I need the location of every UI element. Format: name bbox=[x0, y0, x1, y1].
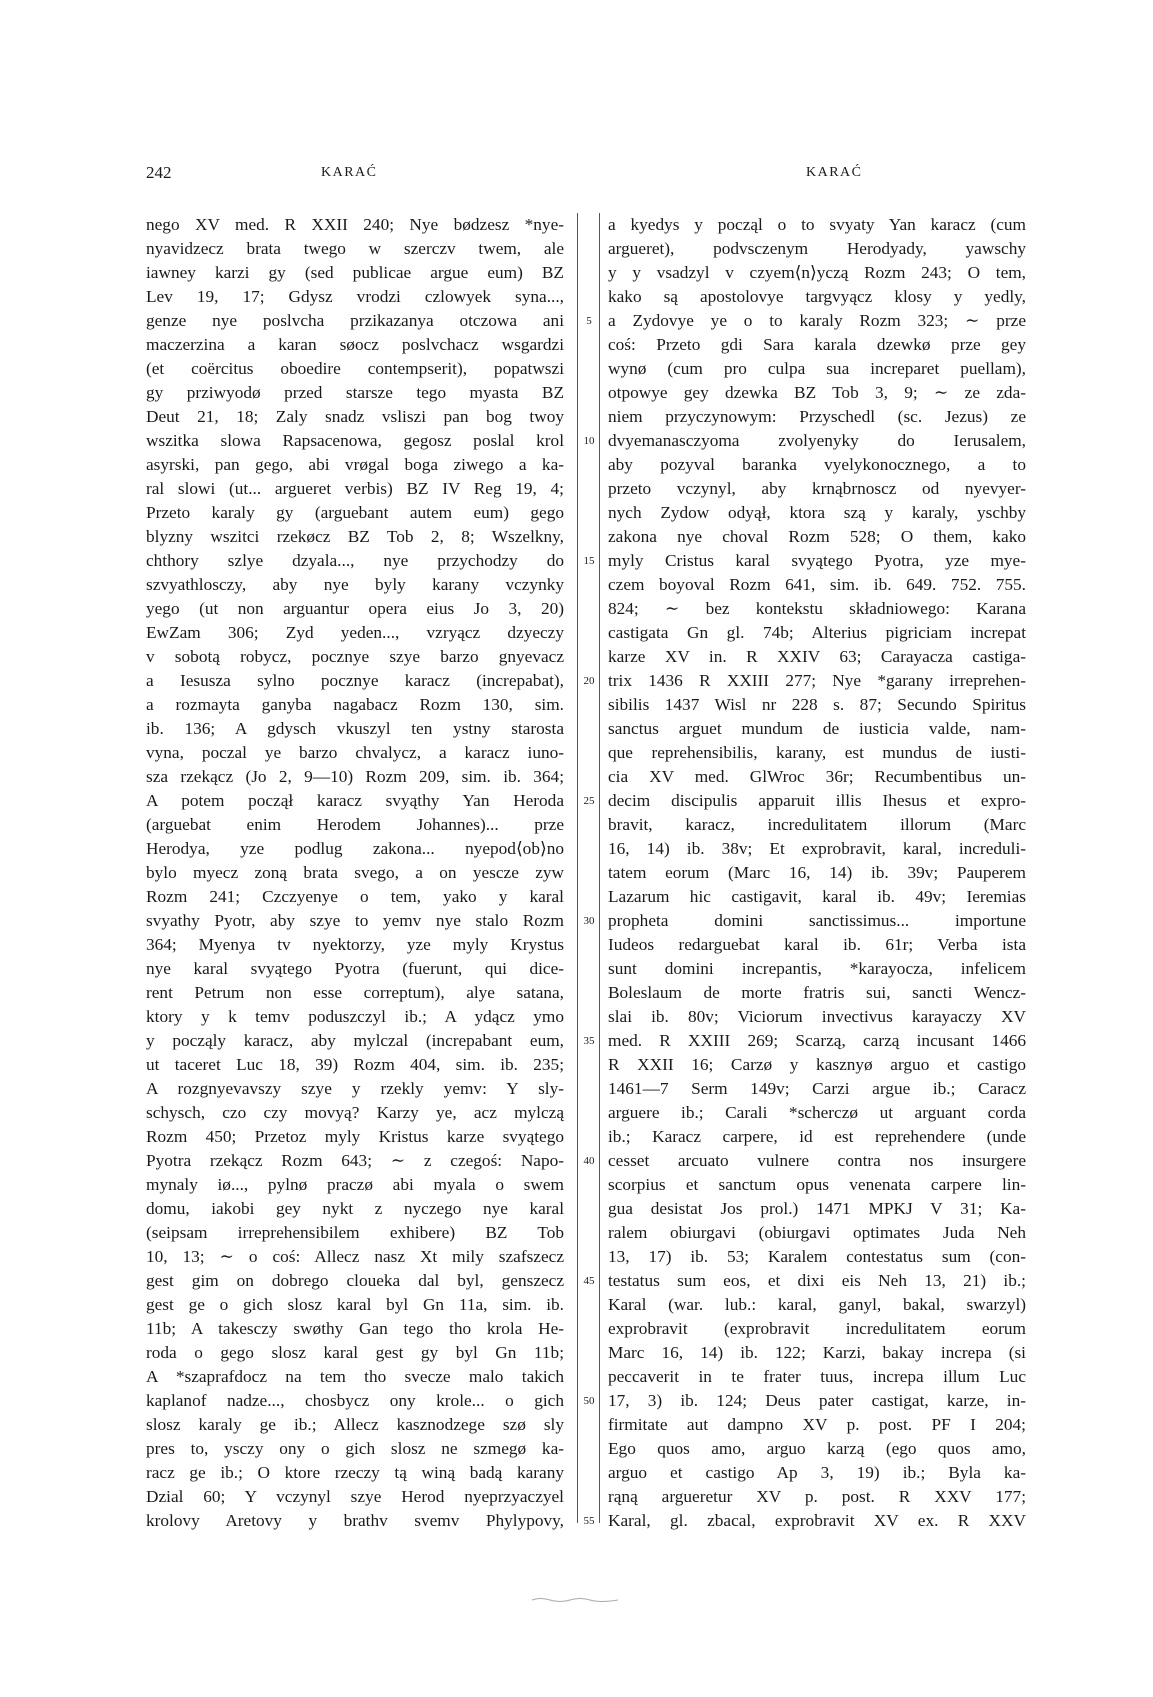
left-column-line: asyrski, pan gego, abi vrøgal boga ziwego a ka- bbox=[146, 455, 564, 474]
right-column-line: exprobravit (exprobravit incredulitatem eorum bbox=[608, 1319, 1026, 1338]
right-column-line: scorpius et sanctum opus venenata carpere lin- bbox=[608, 1175, 1026, 1194]
right-column-line: a kyedys y począl o to svyaty Yan karacz (cum bbox=[608, 215, 1026, 234]
right-column-line: Karal, gl. zbacal, exprobravit XV ex. R XXV bbox=[608, 1511, 1026, 1530]
left-column-line: ut taceret Luc 18, 39) Rozm 404, sim. ib. 235; bbox=[146, 1055, 564, 1074]
right-column-line: argueret), podvsczenym Herodyady, yawschy bbox=[608, 239, 1026, 258]
page-number: 242 bbox=[146, 163, 172, 182]
line-number: 15 bbox=[583, 555, 595, 567]
line-number: 40 bbox=[583, 1155, 595, 1167]
left-column-line: pres to, ysczy ony o gich slosz ne szmegø ka- bbox=[146, 1439, 564, 1458]
left-column-line: ib. 136; A gdysch vkuszyl ten ystny starosta bbox=[146, 719, 564, 738]
page-header bbox=[146, 163, 1026, 189]
left-column bbox=[146, 213, 564, 1533]
left-column-line: Dzial 60; Y vczynyl szye Herod nyeprzyaczyel bbox=[146, 1487, 564, 1506]
left-column-line: A *szaprafdocz na tem tho svecze malo takich bbox=[146, 1367, 564, 1386]
right-column-line: 1461—7 Serm 149v; Carzi argue ib.; Caracz bbox=[608, 1079, 1026, 1098]
left-column-line: (seipsam irreprehensibilem exhibere) BZ Tob bbox=[146, 1223, 564, 1242]
left-column-line: domu, iakobi gey nykt z nyczego nye karal bbox=[146, 1199, 564, 1218]
right-column-line: peccaverit in te frater tuus, increpa illum Luc bbox=[608, 1367, 1026, 1386]
right-column-line: gua desistat Jos prol.) 1471 MPKJ V 31; Ka- bbox=[608, 1199, 1026, 1218]
printer-mark bbox=[530, 1597, 620, 1603]
left-column-line: y począly karacz, aby mylczal (increpabant eum, bbox=[146, 1031, 564, 1050]
left-column-line: (arguebat enim Herodem Johannes)... prze bbox=[146, 815, 564, 834]
line-number: 25 bbox=[583, 795, 595, 807]
right-column-line: arguere ib.; Carali *scherczø ut arguant corda bbox=[608, 1103, 1026, 1122]
right-column-line: slai ib. 80v; Viciorum invectivus karayaczy XV bbox=[608, 1007, 1026, 1026]
right-column-line: coś: Przeto gdi Sara karala dzewkø prze gey bbox=[608, 335, 1026, 354]
left-column-line: kaplanof nadze..., chosbycz ony krole... o gich bbox=[146, 1391, 564, 1410]
left-column-line: krolovy Aretovy y brathv svemv Phylypovy, bbox=[146, 1511, 564, 1530]
left-column-line: bylo myecz zoną brata svego, a on yescze zyw bbox=[146, 863, 564, 882]
right-column-line: tatem eorum (Marc 16, 14) ib. 39v; Pauperem bbox=[608, 863, 1026, 882]
left-column-line: Herodya, yze podlug zakona... nyepod⟨ob⟩no bbox=[146, 839, 564, 858]
left-column-line: genze nye poslvcha przikazanya otczowa ani bbox=[146, 311, 564, 330]
left-column-line: rent Petrum non esse correptum), alye satana, bbox=[146, 983, 564, 1002]
right-column-line: 17, 3) ib. 124; Deus pater castigat, karze, in- bbox=[608, 1391, 1026, 1410]
left-column-line: chthory szlye dzyala..., nye przychodzy do bbox=[146, 551, 564, 570]
right-column-line: dvyemanasczyoma zvolyenyky do Ierusalem, bbox=[608, 431, 1026, 450]
right-column-line: nych Zydow odyął, ktora szą y karaly, yschby bbox=[608, 503, 1026, 522]
left-column-line: Deut 21, 18; Zaly snadz vsliszi pan bog twoy bbox=[146, 407, 564, 426]
right-column-line: otpowye gey dzewka BZ Tob 3, 9; ∼ ze zda- bbox=[608, 383, 1026, 402]
right-column-line: bravit, karacz, incredulitatem illorum (Marc bbox=[608, 815, 1026, 834]
left-column-line: racz ge ib.; O ktore rzeczy tą winą badą karany bbox=[146, 1463, 564, 1482]
right-column-line: testatus sum eos, et dixi eis Neh 13, 21) ib.; bbox=[608, 1271, 1026, 1290]
left-column-line: maczerzina a karan søocz poslvchacz wsgardzi bbox=[146, 335, 564, 354]
running-headword-right: KARAĆ bbox=[806, 165, 863, 180]
line-number: 20 bbox=[583, 675, 595, 687]
left-column-line: roda o gego slosz karal gest gy byl Gn 11b; bbox=[146, 1343, 564, 1362]
left-column-line: svyathy Pyotr, aby szye to yemv nye stalo Rozm bbox=[146, 911, 564, 930]
right-column-line: cia XV med. GlWroc 36r; Recumbentibus un- bbox=[608, 767, 1026, 786]
left-column-line: gest gim on dobrego cloueka dal byl, genszecz bbox=[146, 1271, 564, 1290]
right-column-line: sanctus arguet mundum de iusticia valde, nam- bbox=[608, 719, 1026, 738]
left-column-line: v sobotą robycz, pocznye szye barzo gnyevacz bbox=[146, 647, 564, 666]
right-column-line: Karal (war. lub.: karal, ganyl, bakal, swarzyl) bbox=[608, 1295, 1026, 1314]
left-column-line: nye karal svyątego Pyotra (fuerunt, qui dice- bbox=[146, 959, 564, 978]
column-divider-right bbox=[599, 213, 600, 1523]
line-number: 50 bbox=[583, 1395, 595, 1407]
right-column-line: Iudeos redarguebat karal ib. 61r; Verba ista bbox=[608, 935, 1026, 954]
left-column-line: mynaly iø..., pylnø praczø abi myala o swem bbox=[146, 1175, 564, 1194]
right-column-line: karze XV in. R XXIV 63; Carayacza castiga- bbox=[608, 647, 1026, 666]
left-column-line: a rozmayta ganyba nagabacz Rozm 130, sim. bbox=[146, 695, 564, 714]
line-number: 55 bbox=[583, 1515, 595, 1527]
right-column-line: med. R XXIII 269; Scarzą, carzą incusant 1466 bbox=[608, 1031, 1026, 1050]
right-column-line: aby pozyval baranka vyelykonocznego, a to bbox=[608, 455, 1026, 474]
left-column-line: 364; Myenya tv nyektorzy, yze myly Krystus bbox=[146, 935, 564, 954]
right-column-line: firmitate aut dampno XV p. post. PF I 204; bbox=[608, 1415, 1026, 1434]
left-column-line: Lev 19, 17; Gdysz vrodzi czlowyek syna..., bbox=[146, 287, 564, 306]
right-column-line: arguo et castigo Ap 3, 19) ib.; Byla ka- bbox=[608, 1463, 1026, 1482]
left-column-line: iawney karzi gy (sed publicae argue eum) BZ bbox=[146, 263, 564, 282]
left-column-line: Rozm 241; Czczyenye o tem, yako y karal bbox=[146, 887, 564, 906]
left-column-line: ral slowi (ut... argueret verbis) BZ IV Reg 19, 4; bbox=[146, 479, 564, 498]
left-column-line: Przeto karaly gy (arguebant autem eum) gego bbox=[146, 503, 564, 522]
left-column-line: A potem począł karacz svyąthy Yan Heroda bbox=[146, 791, 564, 810]
left-column-line: slosz karaly ge ib.; Allecz kasznodzege szø sly bbox=[146, 1415, 564, 1434]
right-column-line: Marc 16, 14) ib. 122; Karzi, bakay increpa (si bbox=[608, 1343, 1026, 1362]
right-column-line: rąną argueretur XV p. post. R XXV 177; bbox=[608, 1487, 1026, 1506]
left-column-line: ktory y k temv poduszczyl ib.; A ydącz ymo bbox=[146, 1007, 564, 1026]
right-column-line: ralem obiurgavi (obiurgavi optimates Juda Neh bbox=[608, 1223, 1026, 1242]
right-column-line: 13, 17) ib. 53; Karalem contestatus sum (con- bbox=[608, 1247, 1026, 1266]
left-column-line: schysch, czo czy movyą? Karzy ye, acz mylczą bbox=[146, 1103, 564, 1122]
left-column-line: 11b; A takesczy swøthy Gan tego tho krola He- bbox=[146, 1319, 564, 1338]
right-column-line: Lazarum hic castigavit, karal ib. 49v; Ieremias bbox=[608, 887, 1026, 906]
left-column-line: a Iesusza sylno pocznye karacz (increpabat), bbox=[146, 671, 564, 690]
line-number: 5 bbox=[586, 315, 592, 327]
right-column-line: cesset arcuato vulnere contra nos insurgere bbox=[608, 1151, 1026, 1170]
left-column-line: yego (ut non arguantur opera eius Jo 3, 20) bbox=[146, 599, 564, 618]
left-column-line: wszitka slowa Rapsacenowa, gegosz poslal krol bbox=[146, 431, 564, 450]
right-column bbox=[608, 213, 1026, 1533]
right-column-line: decim discipulis apparuit illis Ihesus et expro- bbox=[608, 791, 1026, 810]
left-column-line: vyna, poczal ye barzo chvalycz, a karacz iuno- bbox=[146, 743, 564, 762]
left-column-line: A rozgnyevavszy szye y rzekly yemv: Y sly- bbox=[146, 1079, 564, 1098]
column-divider-left bbox=[577, 213, 578, 1523]
right-column-line: wynø (cum pro culpa sua increparet puellam), bbox=[608, 359, 1026, 378]
right-column-line: Ego quos amo, arguo karzą (ego quos amo, bbox=[608, 1439, 1026, 1458]
right-column-line: R XXII 16; Carzø y kasznyø arguo et castigo bbox=[608, 1055, 1026, 1074]
right-column-line: a Zydovye ye o to karaly Rozm 323; ∼ prze bbox=[608, 311, 1026, 330]
left-column-line: szvyathlosczy, aby nye byly karany vczynky bbox=[146, 575, 564, 594]
left-column-line: gy prziwyodø przed starsze tego myasta BZ bbox=[146, 383, 564, 402]
line-number: 45 bbox=[583, 1275, 595, 1287]
line-number: 30 bbox=[583, 915, 595, 927]
right-column-line: que reprehensibilis, karany, est mundus de iusti- bbox=[608, 743, 1026, 762]
left-column-line: nyavidzecz brata twego w szerczv twem, ale bbox=[146, 239, 564, 258]
right-column-line: y y vsadzyl v czyem⟨n⟩yczą Rozm 243; O tem, bbox=[608, 263, 1026, 282]
right-column-line: przeto vczynyl, aby krnąbrnoscz od nyevyer- bbox=[608, 479, 1026, 498]
left-column-line: Rozm 450; Przetoz myly Kristus karze svyątego bbox=[146, 1127, 564, 1146]
right-column-line: 824; ∼ bez kontekstu składniowego: Karana bbox=[608, 599, 1026, 618]
right-column-line: niem przyczynowym: Przyschedl (sc. Jezus) ze bbox=[608, 407, 1026, 426]
left-column-line: 10, 13; ∼ o coś: Allecz nasz Xt mily szafszecz bbox=[146, 1247, 564, 1266]
left-column-line: blyzny wszitci rzekøcz BZ Tob 2, 8; Wszelkny, bbox=[146, 527, 564, 546]
right-column-line: myly Cristus karal svyątego Pyotra, yze mye- bbox=[608, 551, 1026, 570]
right-column-line: trix 1436 R XXIII 277; Nye *garany irreprehen- bbox=[608, 671, 1026, 690]
right-column-line: ib.; Karacz carpere, id est reprehendere (unde bbox=[608, 1127, 1026, 1146]
line-number: 10 bbox=[583, 435, 595, 447]
right-column-line: sunt domini increpantis, *karayocza, infelicem bbox=[608, 959, 1026, 978]
running-headword-left: KARAĆ bbox=[321, 165, 378, 180]
left-column-line: gest ge o gich slosz karal byl Gn 11a, sim. ib. bbox=[146, 1295, 564, 1314]
right-column-line: kako są apostolovye targvyącz klosy y yedly, bbox=[608, 287, 1026, 306]
left-column-line: sza rzekącz (Jo 2, 9—10) Rozm 209, sim. ib. 364; bbox=[146, 767, 564, 786]
right-column-line: Boleslaum de morte fratris sui, sancti Wencz- bbox=[608, 983, 1026, 1002]
right-column-line: 16, 14) ib. 38v; Et exprobravit, karal, increduli- bbox=[608, 839, 1026, 858]
left-column-line: Pyotra rzekącz Rozm 643; ∼ z czegoś: Napo- bbox=[146, 1151, 564, 1170]
right-column-line: castigata Gn gl. 74b; Alterius pigriciam increpat bbox=[608, 623, 1026, 642]
left-column-line: EwZam 306; Zyd yeden..., vzryącz dzyeczy bbox=[146, 623, 564, 642]
right-column-line: propheta domini sanctissimus... importune bbox=[608, 911, 1026, 930]
left-column-line: nego XV med. R XXII 240; Nye bødzesz *nye- bbox=[146, 215, 564, 234]
left-column-line: (et coërcitus oboedire contempserit), popatwszi bbox=[146, 359, 564, 378]
right-column-line: sibilis 1437 Wisl nr 228 s. 87; Secundo Spiritus bbox=[608, 695, 1026, 714]
right-column-line: czem boyoval Rozm 641, sim. ib. 649. 752. 755. bbox=[608, 575, 1026, 594]
right-column-line: zakona nye choval Rozm 528; O them, kako bbox=[608, 527, 1026, 546]
line-number: 35 bbox=[583, 1035, 595, 1047]
